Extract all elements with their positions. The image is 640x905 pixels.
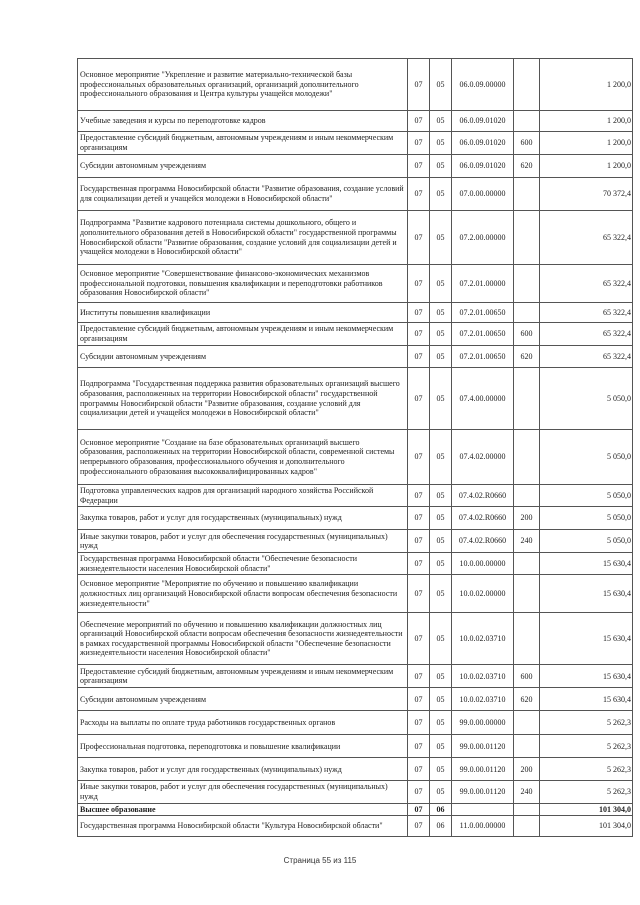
row-amount-cell: 70 372,4 [540,178,633,211]
table-row [78,665,633,688]
row-expense-type-cell [514,816,540,837]
row-target-item-cell: 10.0.02.03710 [452,688,514,711]
row-subsection-cell: 05 [430,111,452,132]
row-section-cell: 07 [408,485,430,507]
row-expense-type-cell [514,265,540,303]
row-expense-type-cell [514,303,540,323]
row-section-cell: 07 [408,613,430,665]
table-row [78,530,633,553]
row-name-cell: Иные закупки товаров, работ и услуг для обеспечения государственных (муниципальных) нужд [78,781,408,803]
row-expense-type-cell [514,430,540,485]
row-subsection-cell: 05 [430,575,452,613]
row-subsection-cell: 05 [430,507,452,530]
row-amount-cell: 65 322,4 [540,265,633,303]
row-name-cell: Основное мероприятие "Укрепление и развитие материально-технической базы профессиональных образовательных организаций, организаций дополнительного профессионального образования и Центра культуры учащейся молодежи" [78,59,408,111]
row-name-cell: Обеспечение мероприятий по обучению и повышению квалификации должностных лиц организаций Новосибирской области вопросам обеспечения безопасности жизнедеятельности в рамках государственной программы Новосибирской области "Обеспечение безопасности жизнедеятельности населения Новосибирской области" [78,613,408,665]
row-section-cell: 07 [408,132,430,155]
row-subsection-cell: 05 [430,323,452,346]
row-subsection-cell: 05 [430,178,452,211]
table-row [78,346,633,368]
row-amount-cell: 65 322,4 [540,346,633,368]
table-row [78,758,633,781]
row-subsection-cell: 05 [430,211,452,265]
row-amount-cell: 101 304,0 [540,816,633,837]
table-row [78,553,633,575]
row-section-cell: 07 [408,178,430,211]
row-target-item-cell: 07.4.02.R0660 [452,530,514,553]
table-row [78,265,633,303]
table-row [78,688,633,711]
row-amount-cell: 15 630,4 [540,613,633,665]
row-target-item-cell: 99.0.00.01120 [452,735,514,758]
table-row [78,132,633,155]
row-subsection-cell: 05 [430,132,452,155]
row-section-cell: 07 [408,507,430,530]
row-name-cell: Расходы на выплаты по оплате труда работников государственных органов [78,711,408,735]
row-section-cell: 07 [408,265,430,303]
row-target-item-cell: 07.2.01.00650 [452,346,514,368]
row-target-item-cell: 07.0.00.00000 [452,178,514,211]
row-name-cell: Учебные заведения и курсы по переподготовке кадров [78,111,408,132]
row-subsection-cell: 05 [430,665,452,688]
row-subsection-cell: 05 [430,711,452,735]
row-name-cell: Основное мероприятие "Совершенствование финансово-экономических механизмов профессиональной подготовки, повышения квалификации и переподготовки работников образования Новосибирской области" [78,265,408,303]
row-target-item-cell: 10.0.02.03710 [452,613,514,665]
row-section-cell: 07 [408,303,430,323]
row-expense-type-cell [514,553,540,575]
row-target-item-cell [452,803,514,816]
row-section-cell: 07 [408,323,430,346]
row-expense-type-cell [514,211,540,265]
table-row [78,155,633,178]
row-section-cell: 07 [408,735,430,758]
table-row [78,735,633,758]
row-name-cell: Профессиональная подготовка, переподготовка и повышение квалификации [78,735,408,758]
row-section-cell: 07 [408,758,430,781]
row-target-item-cell: 07.4.02.R0660 [452,507,514,530]
row-target-item-cell: 06.0.09.01020 [452,111,514,132]
row-target-item-cell: 07.2.01.00650 [452,323,514,346]
row-section-cell: 07 [408,781,430,803]
row-section-cell: 07 [408,430,430,485]
table-row [78,613,633,665]
row-section-cell: 07 [408,816,430,837]
budget-table-body [78,59,633,837]
row-expense-type-cell [514,613,540,665]
row-amount-cell: 1 200,0 [540,132,633,155]
row-name-cell: Институты повышения квалификации [78,303,408,323]
row-amount-cell: 1 200,0 [540,155,633,178]
table-row [78,323,633,346]
row-amount-cell: 5 262,3 [540,711,633,735]
row-section-cell: 07 [408,688,430,711]
row-amount-cell: 5 050,0 [540,485,633,507]
row-amount-cell: 1 200,0 [540,59,633,111]
table-row [78,368,633,430]
row-target-item-cell: 10.0.00.00000 [452,553,514,575]
table-row [78,711,633,735]
row-section-cell: 07 [408,665,430,688]
row-expense-type-cell: 200 [514,758,540,781]
row-target-item-cell: 07.2.01.00000 [452,265,514,303]
row-target-item-cell: 06.0.09.01020 [452,155,514,178]
row-subsection-cell: 05 [430,553,452,575]
row-target-item-cell: 10.0.02.03710 [452,665,514,688]
row-amount-cell: 5 262,3 [540,758,633,781]
row-subsection-cell: 05 [430,688,452,711]
row-amount-cell: 5 262,3 [540,735,633,758]
row-expense-type-cell [514,711,540,735]
row-target-item-cell: 10.0.02.00000 [452,575,514,613]
row-section-cell: 07 [408,111,430,132]
row-expense-type-cell [514,575,540,613]
row-section-cell: 07 [408,530,430,553]
row-target-item-cell: 07.2.00.00000 [452,211,514,265]
row-subsection-cell: 05 [430,613,452,665]
row-target-item-cell: 07.4.00.00000 [452,368,514,430]
row-subsection-cell: 05 [430,368,452,430]
table-row [78,211,633,265]
table-row [78,485,633,507]
table-row [78,303,633,323]
table-row [78,430,633,485]
row-target-item-cell: 99.0.00.01120 [452,781,514,803]
row-target-item-cell: 99.0.00.00000 [452,711,514,735]
row-subsection-cell: 05 [430,758,452,781]
row-amount-cell: 5 050,0 [540,530,633,553]
table-row [78,111,633,132]
row-name-cell: Предоставление субсидий бюджетным, автономным учреждениям и иным некоммерческим организациям [78,132,408,155]
row-subsection-cell: 05 [430,155,452,178]
row-section-cell: 07 [408,155,430,178]
row-amount-cell: 15 630,4 [540,575,633,613]
row-target-item-cell: 11.0.00.00000 [452,816,514,837]
row-subsection-cell: 05 [430,59,452,111]
row-name-cell: Субсидии автономным учреждениям [78,688,408,711]
table-row [78,59,633,111]
row-amount-cell: 65 322,4 [540,211,633,265]
row-name-cell: Иные закупки товаров, работ и услуг для обеспечения государственных (муниципальных) нужд [78,530,408,553]
row-section-cell: 07 [408,553,430,575]
row-name-cell: Субсидии автономным учреждениям [78,155,408,178]
row-subsection-cell: 05 [430,485,452,507]
row-expense-type-cell: 240 [514,530,540,553]
row-subsection-cell: 06 [430,816,452,837]
table-row [78,178,633,211]
row-name-cell: Закупка товаров, работ и услуг для государственных (муниципальных) нужд [78,758,408,781]
row-section-cell: 07 [408,368,430,430]
budget-table [77,58,633,837]
row-target-item-cell: 07.4.02.00000 [452,430,514,485]
row-amount-cell: 101 304,0 [540,803,633,816]
row-expense-type-cell: 620 [514,155,540,178]
row-subsection-cell: 05 [430,735,452,758]
row-subsection-cell: 05 [430,530,452,553]
row-amount-cell: 1 200,0 [540,111,633,132]
row-expense-type-cell [514,59,540,111]
row-target-item-cell: 99.0.00.01120 [452,758,514,781]
row-expense-type-cell [514,178,540,211]
row-expense-type-cell [514,735,540,758]
row-name-cell: Закупка товаров, работ и услуг для государственных (муниципальных) нужд [78,507,408,530]
row-expense-type-cell [514,803,540,816]
table-row [78,816,633,837]
row-amount-cell: 15 630,4 [540,553,633,575]
row-name-cell: Субсидии автономным учреждениям [78,346,408,368]
row-name-cell: Подпрограмма "Развитие кадрового потенциала системы дошкольного, общего и дополнительного образования детей в Новосибирской области" государственной программы Новосибирской области "Развитие образования, создание условий для социализации детей и учащейся молодежи в Новосибирской области" [78,211,408,265]
row-expense-type-cell: 620 [514,346,540,368]
row-target-item-cell: 07.2.01.00650 [452,303,514,323]
row-amount-cell: 15 630,4 [540,665,633,688]
row-name-cell: Высшее образование [78,803,408,816]
row-amount-cell: 5 050,0 [540,507,633,530]
row-name-cell: Основное мероприятие "Мероприятие по обучению и повышению квалификации должностных лиц организаций Новосибирской области вопросам обеспечения безопасности жизнедеятельности" [78,575,408,613]
row-section-cell: 07 [408,803,430,816]
row-expense-type-cell: 600 [514,132,540,155]
row-subsection-cell: 05 [430,265,452,303]
row-name-cell: Предоставление субсидий бюджетным, автономным учреждениям и иным некоммерческим организациям [78,323,408,346]
row-name-cell: Государственная программа Новосибирской области "Обеспечение безопасности жизнедеятельности населения Новосибирской области" [78,553,408,575]
table-row [78,803,633,816]
row-amount-cell: 65 322,4 [540,323,633,346]
row-expense-type-cell: 200 [514,507,540,530]
table-row [78,507,633,530]
row-name-cell: Государственная программа Новосибирской области "Развитие образования, создание условий для социализации детей и учащейся молодежи в Новосибирской области" [78,178,408,211]
row-target-item-cell: 06.0.09.01020 [452,132,514,155]
row-expense-type-cell: 600 [514,323,540,346]
row-subsection-cell: 05 [430,430,452,485]
page-number: Страница 55 из 115 [283,856,357,865]
row-name-cell: Подготовка управленческих кадров для организаций народного хозяйства Российской Федерации [78,485,408,507]
row-section-cell: 07 [408,211,430,265]
row-section-cell: 07 [408,711,430,735]
row-amount-cell: 5 050,0 [540,430,633,485]
row-target-item-cell: 07.4.02.R0660 [452,485,514,507]
row-expense-type-cell [514,111,540,132]
row-amount-cell: 15 630,4 [540,688,633,711]
row-subsection-cell: 05 [430,303,452,323]
row-section-cell: 07 [408,59,430,111]
row-subsection-cell: 06 [430,803,452,816]
row-section-cell: 07 [408,346,430,368]
row-name-cell: Подпрограмма "Государственная поддержка развития образовательных организаций высшего образования, расположенных на территории Новосибирской области" государственной программы Новосибирской области "Развитие образования, создание условий для социализации детей и учащейся молодежи в Новосибирской области" [78,368,408,430]
table-row [78,575,633,613]
row-expense-type-cell: 600 [514,665,540,688]
row-amount-cell: 5 050,0 [540,368,633,430]
row-expense-type-cell: 620 [514,688,540,711]
table-row [78,781,633,803]
row-amount-cell: 5 262,3 [540,781,633,803]
row-expense-type-cell: 240 [514,781,540,803]
row-subsection-cell: 05 [430,781,452,803]
row-amount-cell: 65 322,4 [540,303,633,323]
row-name-cell: Государственная программа Новосибирской области "Культура Новосибирской области" [78,816,408,837]
row-target-item-cell: 06.0.09.00000 [452,59,514,111]
row-name-cell: Основное мероприятие "Создание на базе образовательных организаций высшего образования, расположенных на территории Новосибирской области, современной системы непрерывного образования, профессионального обучения и дополнительного профессионального образования высококвалифицированных кадров" [78,430,408,485]
row-expense-type-cell [514,485,540,507]
row-expense-type-cell [514,368,540,430]
row-section-cell: 07 [408,575,430,613]
row-name-cell: Предоставление субсидий бюджетным, автономным учреждениям и иным некоммерческим организациям [78,665,408,688]
row-subsection-cell: 05 [430,346,452,368]
